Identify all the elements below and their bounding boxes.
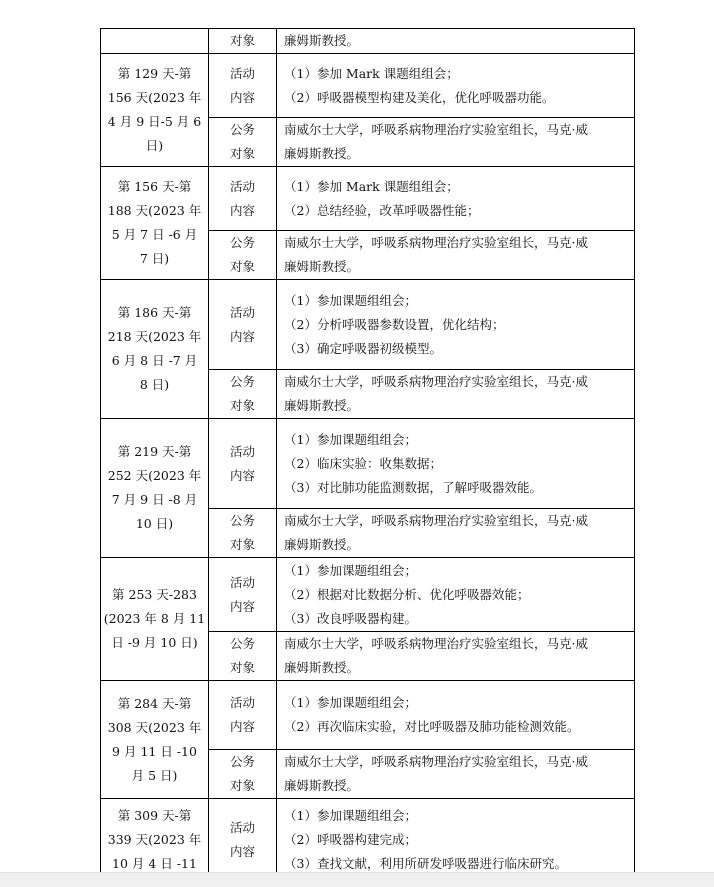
content-line: （2）呼吸器构建完成； — [284, 831, 417, 847]
content-line: （3）查找文献，利用所研发呼吸器进行临床研究。 — [284, 855, 567, 871]
activity-row — [101, 167, 635, 231]
content-line: 廉姆斯教授。 — [284, 146, 360, 161]
row-label: 公务 对象 — [209, 231, 277, 280]
period-cell: 第 253 天-283 (2023 年 8 月 11 日 -9 月 10 日) — [101, 558, 209, 681]
content-line: 南威尔士大学，呼吸系病物理治疗实验室组长，马克·威 — [284, 636, 588, 651]
page-bottom-edge — [0, 872, 714, 887]
content-line: 廉姆斯教授。 — [284, 537, 360, 552]
row-label: 活动 内容 — [209, 799, 277, 881]
content-line: 廉姆斯教授。 — [284, 778, 360, 793]
content-line: （1）参加 Mark 课题组组会； — [284, 65, 459, 81]
content-line: （2）总结经验，改革呼吸器性能； — [284, 202, 480, 218]
content-line: （3）确定呼吸器初级模型。 — [284, 340, 442, 356]
contact-cell — [277, 632, 635, 681]
row-label: 公务 对象 — [209, 370, 277, 419]
period-cell: 第 284 天-第 308 天(2023 年 9 月 11 日 -10 月 5 日) — [101, 681, 209, 799]
content-line: 南威尔士大学，呼吸系病物理治疗实验室组长，马克·威 — [284, 235, 588, 250]
activity-cell — [277, 280, 635, 370]
content-line: （2）根据对比数据分析、优化呼吸器效能； — [284, 586, 530, 602]
row-label: 公务 对象 — [209, 118, 277, 167]
content-line: 廉姆斯教授。 — [284, 259, 360, 274]
content-line: （1）参加课题组组会； — [284, 695, 417, 710]
period-cell: 第 156 天-第 188 天(2023 年 5 月 7 日 -6 月 7 日) — [101, 167, 209, 280]
contact-cell — [277, 118, 635, 167]
row-label: 活动 内容 — [209, 54, 277, 118]
activity-row — [101, 799, 635, 881]
period-cell: 第 129 天-第 156 天(2023 年 4 月 9 日-5 月 6 日) — [101, 54, 209, 167]
row-label: 公务 对象 — [209, 750, 277, 799]
row-label: 公务 对象 — [209, 632, 277, 681]
content-line: （1）参加 Mark 课题组组会； — [284, 178, 459, 194]
content-line: （1）参加课题组组会； — [284, 431, 417, 447]
period-cell: 第 219 天-第 252 天(2023 年 7 月 9 日 -8 月 10 日) — [101, 419, 209, 558]
contact-cell — [277, 370, 635, 419]
content-line: （1）参加课题组组会； — [284, 292, 417, 308]
row-label: 对象 — [209, 29, 277, 54]
row-label: 活动 内容 — [209, 419, 277, 509]
carry-over-row — [101, 29, 635, 54]
content-line: （2）分析呼吸器参数设置，优化结构； — [284, 316, 505, 332]
row-label: 公务 对象 — [209, 509, 277, 558]
content-line: （1）参加课题组组会； — [284, 562, 417, 578]
schedule-table — [100, 28, 635, 881]
content-line: 廉姆斯教授。 — [284, 33, 360, 48]
activity-row — [101, 558, 635, 632]
content-line: 南威尔士大学，呼吸系病物理治疗实验室组长，马克·威 — [284, 122, 588, 137]
activity-cell — [277, 558, 635, 632]
activity-cell — [277, 419, 635, 509]
content-line: （2）临床实验：收集数据； — [284, 455, 442, 471]
contact-cell — [277, 509, 635, 558]
row-label: 活动 内容 — [209, 681, 277, 750]
content-line: 南威尔士大学，呼吸系病物理治疗实验室组长，马克·威 — [284, 513, 588, 528]
row-label: 活动 内容 — [209, 558, 277, 632]
activity-cell — [277, 54, 635, 118]
period-cell-empty — [101, 29, 209, 54]
activity-cell — [277, 167, 635, 231]
content-line: 南威尔士大学，呼吸系病物理治疗实验室组长，马克·威 — [284, 754, 588, 769]
content-line: （3）对比肺功能监测数据，了解呼吸器效能。 — [284, 479, 542, 495]
activity-row — [101, 681, 635, 750]
content-line: （2）再次临床实验，对比呼吸器及肺功能检测效能。 — [284, 719, 580, 734]
activity-row — [101, 280, 635, 370]
activity-cell — [277, 681, 635, 750]
contact-cell — [277, 231, 635, 280]
row-label: 活动 内容 — [209, 167, 277, 231]
contact-cell — [277, 750, 635, 799]
content-line: （3）改良呼吸器构建。 — [284, 610, 417, 626]
content-line: （2）呼吸器模型构建及美化，优化呼吸器功能。 — [284, 89, 555, 105]
contact-cell — [277, 29, 635, 54]
row-label: 活动 内容 — [209, 280, 277, 370]
content-line: 南威尔士大学，呼吸系病物理治疗实验室组长，马克·威 — [284, 374, 588, 389]
period-cell: 第 309 天-第 339 天(2023 年 10 月 4 日 -11 — [101, 799, 209, 881]
content-line: 廉姆斯教授。 — [284, 398, 360, 413]
activity-row — [101, 419, 635, 509]
activity-row — [101, 54, 635, 118]
schedule-body — [101, 29, 635, 881]
period-cell: 第 186 天-第 218 天(2023 年 6 月 8 日 -7 月 8 日) — [101, 280, 209, 419]
activity-cell — [277, 799, 635, 881]
content-line: 廉姆斯教授。 — [284, 660, 360, 675]
content-line: （1）参加课题组组会； — [284, 807, 417, 823]
